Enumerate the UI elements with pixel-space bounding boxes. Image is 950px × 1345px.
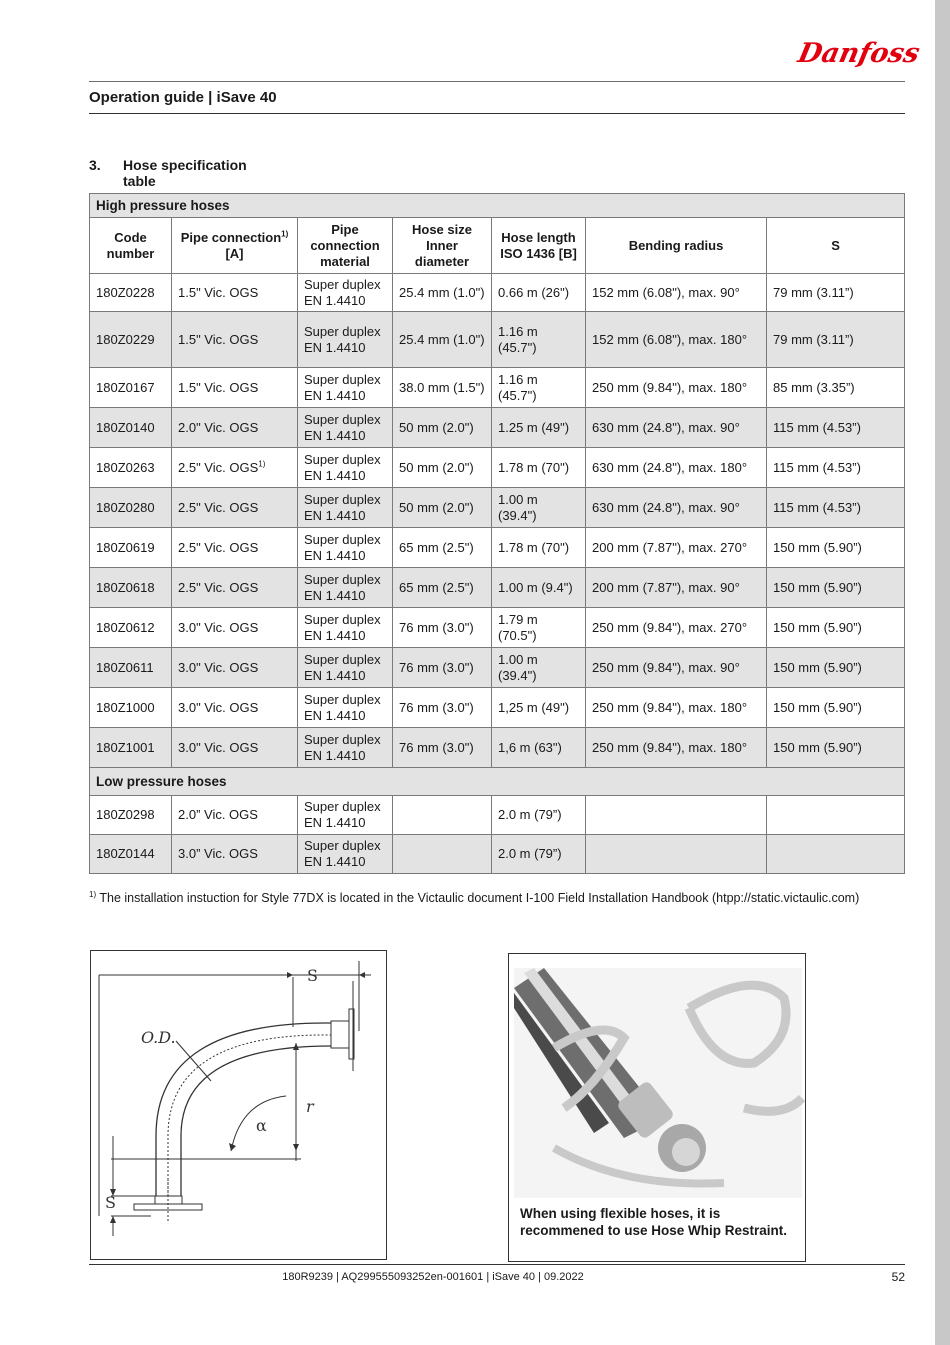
material-line-1: Super duplex <box>304 371 381 387</box>
bending-radius-cell: 250 mm (9.84"), max. 270° <box>586 608 767 648</box>
danfoss-logo <box>795 34 923 76</box>
header-hose-size: Hose size Inner diameter <box>393 218 492 274</box>
material-cell <box>298 568 393 608</box>
code-cell: 180Z0167 <box>90 368 172 408</box>
material-line-2: EN 1.4410 <box>304 627 366 643</box>
header-pipe-connection-label: Pipe connection <box>180 229 282 245</box>
pipe-connection-cell <box>172 835 298 874</box>
header-material: Pipe connection material <box>298 218 393 274</box>
code-cell: 180Z1000 <box>90 688 172 728</box>
table-row <box>90 368 905 408</box>
s-cell: 150 mm (5.90”) <box>767 728 905 768</box>
pipe-connection-text: 2.5" Vic. OGS <box>178 499 259 515</box>
material-line-1: Super duplex <box>304 531 381 547</box>
material-line-1: Super duplex <box>304 571 381 587</box>
pipe-connection-text: 3.0" Vic. OGS <box>178 619 259 635</box>
material-line-1: Super duplex <box>304 799 381 814</box>
code-cell: 180Z0611 <box>90 648 172 688</box>
s-cell: 85 mm (3.35”) <box>767 368 905 408</box>
material-cell <box>298 408 393 448</box>
table-row <box>90 608 905 648</box>
footnote <box>89 891 859 905</box>
code-cell: 180Z0228 <box>90 274 172 312</box>
hose-length-cell: 1.00 m (9.4") <box>492 568 586 608</box>
bending-radius-cell: 250 mm (9.84"), max. 180° <box>586 688 767 728</box>
pipe-connection-text: 3.0" Vic. OGS <box>178 699 259 715</box>
hose-size-cell: 76 mm (3.0") <box>393 648 492 688</box>
material-line-1: Super duplex <box>304 276 381 292</box>
material-cell <box>298 688 393 728</box>
header-bending-radius: Bending radius <box>586 218 767 274</box>
bending-radius-diagram <box>90 950 387 1260</box>
material-line-2: EN 1.4410 <box>304 854 366 869</box>
s-cell: 150 mm (5.90”) <box>767 608 905 648</box>
table-row <box>90 312 905 368</box>
header-rule-bottom <box>89 113 905 114</box>
material-line-1: Super duplex <box>304 411 381 427</box>
pipe-connection-cell <box>172 274 298 312</box>
svg-text:Danfoss: Danfoss <box>795 37 923 69</box>
code-cell: 180Z0619 <box>90 528 172 568</box>
table-row <box>90 648 905 688</box>
code-cell: 180Z0612 <box>90 608 172 648</box>
hose-length-cell: 1.78 m (70") <box>492 448 586 488</box>
hose-length-cell: 2.0 m (79”) <box>492 796 586 835</box>
od-label: O.D. <box>141 1028 176 1047</box>
bending-radius-cell: 630 mm (24.8"), max. 90° <box>586 488 767 528</box>
header-code: Code number <box>90 218 172 274</box>
bend-drawing <box>91 951 388 1261</box>
s-cell <box>767 796 905 835</box>
pipe-connection-text: 2.0" Vic. OGS <box>178 419 259 435</box>
material-line-2: EN 1.4410 <box>304 339 366 355</box>
material-cell <box>298 608 393 648</box>
hose-length-cell: 1.79 m (70.5") <box>492 608 586 648</box>
header-pipe-connection-footnote: 1) <box>281 229 289 239</box>
pipe-connection-text: 3.0” Vic. OGS <box>178 846 258 861</box>
page-edge-strip <box>935 0 950 1345</box>
hose-size-cell: 50 mm (2.0") <box>393 488 492 528</box>
pipe-connection-cell <box>172 796 298 835</box>
hose-length-cell: 2.0 m (79”) <box>492 835 586 874</box>
s-cell: 150 mm (5.90”) <box>767 568 905 608</box>
material-line-1: Super duplex <box>304 491 381 507</box>
s-cell: 115 mm (4.53”) <box>767 448 905 488</box>
material-cell <box>298 488 393 528</box>
code-cell: 180Z0618 <box>90 568 172 608</box>
header-s: S <box>767 218 905 274</box>
pipe-connection-text: 1.5" Vic. OGS <box>178 379 259 395</box>
pipe-connection-cell <box>172 648 298 688</box>
pipe-connection-cell <box>172 312 298 368</box>
hose-length-cell: 1.25 m (49") <box>492 408 586 448</box>
material-cell <box>298 368 393 408</box>
hose-spec-table <box>89 193 905 874</box>
s-cell: 115 mm (4.53”) <box>767 408 905 448</box>
material-line-2: EN 1.4410 <box>304 747 366 763</box>
table-row <box>90 274 905 312</box>
hose-restraint-photo <box>514 968 802 1198</box>
hose-size-cell: 25.4 mm (1.0") <box>393 312 492 368</box>
hose-size-cell <box>393 835 492 874</box>
header-pipe-connection-ref: [A] <box>225 245 244 261</box>
pipe-connection-text: 1.5" Vic. OGS <box>178 284 259 300</box>
bending-radius-cell: 200 mm (7.87"), max. 90° <box>586 568 767 608</box>
table-row <box>90 408 905 448</box>
s-cell: 115 mm (4.53”) <box>767 488 905 528</box>
hose-length-cell: 1,6 m (63") <box>492 728 586 768</box>
table-row <box>90 796 905 835</box>
footer-doc-reference: 180R9239 | AQ299555093252en-001601 | iSave 40 | 09.2022 <box>282 1271 584 1283</box>
hose-size-cell <box>393 796 492 835</box>
material-line-2: EN 1.4410 <box>304 707 366 723</box>
page-number: 52 <box>891 1270 905 1284</box>
material-line-1: Super duplex <box>304 451 381 467</box>
footer-rule <box>89 1264 905 1265</box>
pipe-connection-text: 2.5" Vic. OGS <box>178 539 259 555</box>
code-cell: 180Z0229 <box>90 312 172 368</box>
header-rule-top <box>89 81 905 82</box>
pipe-connection-text: 2.5" Vic. OGS <box>178 579 259 595</box>
table-row <box>90 728 905 768</box>
material-line-2: EN 1.4410 <box>304 547 366 563</box>
page-title: Operation guide | iSave 40 <box>89 89 277 106</box>
pipe-connection-text: 2.5" Vic. OGS <box>178 459 259 475</box>
material-cell <box>298 528 393 568</box>
hose-size-cell: 76 mm (3.0") <box>393 728 492 768</box>
material-line-2: EN 1.4410 <box>304 427 366 443</box>
pipe-connection-cell <box>172 528 298 568</box>
material-line-2: EN 1.4410 <box>304 387 366 403</box>
material-line-2: EN 1.4410 <box>304 815 366 830</box>
material-line-2: EN 1.4410 <box>304 292 366 308</box>
section-row-high-pressure <box>90 194 905 218</box>
section-title: Hose specification table <box>123 157 247 189</box>
table-row <box>90 835 905 874</box>
hose-length-cell: 0.66 m (26") <box>492 274 586 312</box>
material-line-1: Super duplex <box>304 838 381 853</box>
hose-length-cell: 1.00 m (39.4") <box>492 488 586 528</box>
material-line-2: EN 1.4410 <box>304 467 366 483</box>
hose-size-cell: 50 mm (2.0") <box>393 448 492 488</box>
bending-radius-cell: 152 mm (6.08"), max. 90° <box>586 274 767 312</box>
hose-length-cell: 1.16 m (45.7") <box>492 368 586 408</box>
table-row <box>90 528 905 568</box>
hose-size-cell: 65 mm (2.5") <box>393 568 492 608</box>
hose-length-cell: 1.00 m (39.4") <box>492 648 586 688</box>
section-number: 3. <box>89 157 101 173</box>
pipe-connection-text: 3.0" Vic. OGS <box>178 659 259 675</box>
bending-radius-cell: 630 mm (24.8"), max. 180° <box>586 448 767 488</box>
hose-restraint-figure <box>508 953 806 1262</box>
header-pipe-connection <box>172 218 298 274</box>
hose-size-cell: 76 mm (3.0") <box>393 688 492 728</box>
hose-size-cell: 50 mm (2.0") <box>393 408 492 448</box>
code-cell: 180Z0144 <box>90 835 172 874</box>
figure-caption: When using flexible hoses, it is recommened to use Hose Whip Restraint. <box>520 1206 788 1238</box>
bending-radius-cell: 200 mm (7.87"), max. 270° <box>586 528 767 568</box>
material-line-2: EN 1.4410 <box>304 507 366 523</box>
s-cell: 150 mm (5.90”) <box>767 528 905 568</box>
table-row <box>90 448 905 488</box>
material-cell <box>298 274 393 312</box>
hose-length-cell: 1.16 m (45.7") <box>492 312 586 368</box>
bending-radius-cell: 630 mm (24.8"), max. 90° <box>586 408 767 448</box>
table-header-row <box>90 218 905 274</box>
code-cell: 180Z0298 <box>90 796 172 835</box>
hose-size-cell: 25.4 mm (1.0") <box>393 274 492 312</box>
code-cell: 180Z0263 <box>90 448 172 488</box>
pipe-connection-text: 3.0" Vic. OGS <box>178 739 259 755</box>
header-hose-length: Hose length ISO 1436 [B] <box>492 218 586 274</box>
material-line-2: EN 1.4410 <box>304 587 366 603</box>
s-cell <box>767 835 905 874</box>
code-cell: 180Z0140 <box>90 408 172 448</box>
s-cell: 150 mm (5.90”) <box>767 648 905 688</box>
material-cell <box>298 796 393 835</box>
material-line-1: Super duplex <box>304 611 381 627</box>
s-left-label: S <box>105 1193 116 1212</box>
hose-size-cell: 65 mm (2.5") <box>393 528 492 568</box>
material-line-1: Super duplex <box>304 691 381 707</box>
pipe-connection-cell <box>172 568 298 608</box>
material-cell <box>298 648 393 688</box>
material-cell <box>298 835 393 874</box>
material-cell <box>298 728 393 768</box>
bending-radius-cell <box>586 835 767 874</box>
material-line-2: EN 1.4410 <box>304 667 366 683</box>
material-cell <box>298 312 393 368</box>
low-pressure-label: Low pressure hoses <box>90 768 905 796</box>
high-pressure-label: High pressure hoses <box>90 194 905 218</box>
s-cell: 150 mm (5.90”) <box>767 688 905 728</box>
code-cell: 180Z1001 <box>90 728 172 768</box>
material-line-1: Super duplex <box>304 323 381 339</box>
footnote-marker: 1) <box>89 889 97 899</box>
pipe-connection-cell <box>172 688 298 728</box>
footnote-ref: 1) <box>258 459 266 469</box>
code-cell: 180Z0280 <box>90 488 172 528</box>
pipe-connection-cell <box>172 488 298 528</box>
pipe-connection-cell <box>172 408 298 448</box>
radius-label: r <box>306 1097 314 1116</box>
bending-radius-cell: 152 mm (6.08"), max. 180° <box>586 312 767 368</box>
section-row-low-pressure <box>90 768 905 796</box>
hose-size-cell: 38.0 mm (1.5") <box>393 368 492 408</box>
bending-radius-cell: 250 mm (9.84"), max. 180° <box>586 728 767 768</box>
alpha-label: α <box>256 1116 267 1135</box>
pipe-connection-cell <box>172 368 298 408</box>
pipe-connection-text: 1.5" Vic. OGS <box>178 331 259 347</box>
pipe-connection-cell <box>172 728 298 768</box>
s-cell: 79 mm (3.11”) <box>767 312 905 368</box>
pipe-connection-text: 2.0” Vic. OGS <box>178 807 258 822</box>
pipe-connection-cell <box>172 608 298 648</box>
material-line-1: Super duplex <box>304 651 381 667</box>
table-row <box>90 488 905 528</box>
bending-radius-cell <box>586 796 767 835</box>
table-row <box>90 568 905 608</box>
s-top-label: S <box>307 966 318 985</box>
material-cell <box>298 448 393 488</box>
hose-length-cell: 1.78 m (70") <box>492 528 586 568</box>
hose-length-cell: 1,25 m (49") <box>492 688 586 728</box>
material-line-1: Super duplex <box>304 731 381 747</box>
hose-size-cell: 76 mm (3.0") <box>393 608 492 648</box>
bending-radius-cell: 250 mm (9.84"), max. 180° <box>586 368 767 408</box>
footnote-text: The installation instuction for Style 77DX is located in the Victaulic document I-100 Field Installation Handbook (htpp://static.victaulic.com) <box>96 891 860 905</box>
s-cell: 79 mm (3.11”) <box>767 274 905 312</box>
bending-radius-cell: 250 mm (9.84"), max. 90° <box>586 648 767 688</box>
table-row <box>90 688 905 728</box>
pipe-connection-cell <box>172 448 298 488</box>
